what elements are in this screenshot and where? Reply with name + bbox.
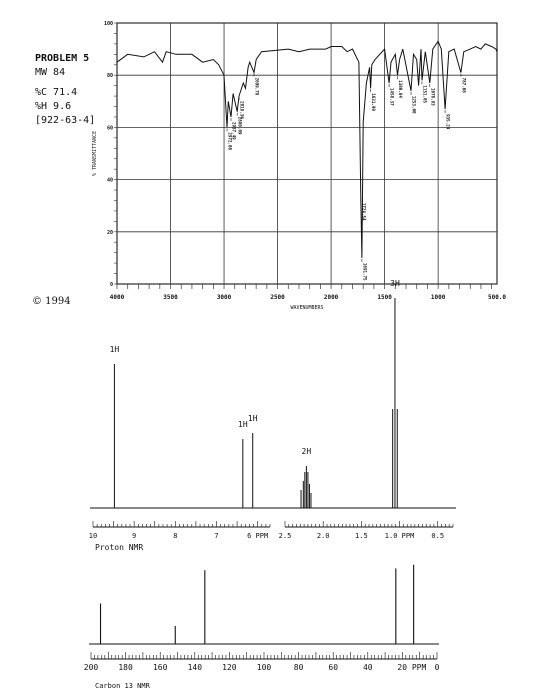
copyright-notice: © 1994 (32, 296, 71, 307)
ir-y-tick-label: 0 (109, 282, 113, 288)
carbon-axis-title: Carbon 13 NMR (95, 682, 150, 690)
proton-integration-label: 2H (301, 447, 312, 456)
carbon-tick-label: 80 (293, 663, 304, 672)
carbon-tick-label: 120 (222, 663, 237, 672)
carbon-tick-label: 160 (152, 663, 168, 672)
ir-peak-label: 2937.49 (231, 121, 237, 140)
proton-tick-label: 2.0 (316, 532, 330, 540)
cas-number: [922-63-4] (35, 115, 96, 126)
ir-peak-label: 1151.05 (422, 85, 428, 104)
proton-tick-label: 6 PPM (247, 532, 269, 540)
ir-peak-label: 2880.09 (237, 116, 243, 135)
carbon-percent: %C 71.4 (35, 87, 78, 98)
proton-tick-label: 9 (132, 532, 137, 540)
proton-tick-label: 1.5 (355, 532, 368, 540)
proton-integration-label: 1H (109, 345, 120, 354)
ir-peak-label: 935.24 (445, 114, 451, 130)
ir-y-axis-label: % TRANSMITTANCE (92, 130, 98, 177)
ir-peak-label: 787.08 (461, 77, 467, 93)
proton-integration-label: 1H (247, 414, 258, 423)
hydrogen-percent: %H 9.6 (35, 101, 72, 112)
ir-x-tick-label: 1500 (377, 294, 392, 301)
ir-x-tick-label: 2500 (270, 294, 285, 301)
proton-tick-label: 10 (88, 532, 98, 540)
proton-integration-label: 3H (390, 279, 400, 288)
proton-integration-label: 1H (238, 420, 248, 429)
carbon-tick-label: 140 (187, 663, 203, 672)
proton-axis-title: Proton NMR (95, 543, 144, 552)
ir-peak-label: 1631.99 (371, 93, 377, 111)
ir-peak-label: 1078.83 (430, 88, 436, 106)
ir-y-tick-label: 60 (106, 125, 113, 132)
problem-title: PROBLEM 5 (35, 53, 90, 64)
proton-tick-label: 7 (214, 532, 219, 540)
ir-y-tick-label: 100 (103, 21, 113, 27)
ir-x-tick-label: 2000 (323, 294, 339, 301)
ir-peak-label: 2972.08 (227, 132, 233, 151)
ir-y-tick-label: 20 (106, 229, 113, 236)
carbon-tick-label: 20 PPM (397, 663, 427, 672)
molecular-weight: MW 84 (35, 67, 66, 78)
carbon-tick-label: 200 (83, 663, 99, 672)
proton-tick-label: 0.5 (431, 532, 445, 540)
carbon-tick-label: 100 (256, 663, 272, 672)
ir-peak-label: 1253.00 (411, 95, 417, 114)
ir-peak-label: 2818.36 (239, 101, 245, 119)
ir-x-tick-label: 4000 (109, 294, 125, 301)
ir-y-tick-label: 40 (106, 177, 113, 184)
proton-tick-label: 1.0 PPM (384, 532, 415, 540)
carbon-tick-label: 40 (362, 663, 373, 672)
ir-x-tick-label: 1000 (430, 294, 446, 301)
proton-tick-label: 2.5 (278, 532, 292, 540)
proton-tick-label: 8 (173, 532, 178, 540)
ir-x-tick-label: 500.0 (487, 294, 507, 301)
ir-peak-label: 1724.54 (361, 202, 367, 221)
carbon-tick-label: 180 (118, 663, 133, 672)
ir-peak-label: 1380.84 (397, 80, 403, 98)
ir-x-tick-label: 3000 (216, 294, 232, 301)
carbon-tick-label: 60 (328, 663, 339, 672)
ir-x-axis-label: WAVENUMBERS (290, 305, 324, 311)
ir-x-tick-label: 3500 (163, 294, 178, 301)
carbon-tick-label: 0 (434, 663, 440, 672)
ir-peak-label: 2699.78 (254, 77, 260, 96)
ir-peak-label: 1691.75 (362, 262, 368, 281)
ir-peak-label: 1458.37 (389, 88, 395, 106)
ir-y-tick-label: 80 (106, 73, 113, 80)
